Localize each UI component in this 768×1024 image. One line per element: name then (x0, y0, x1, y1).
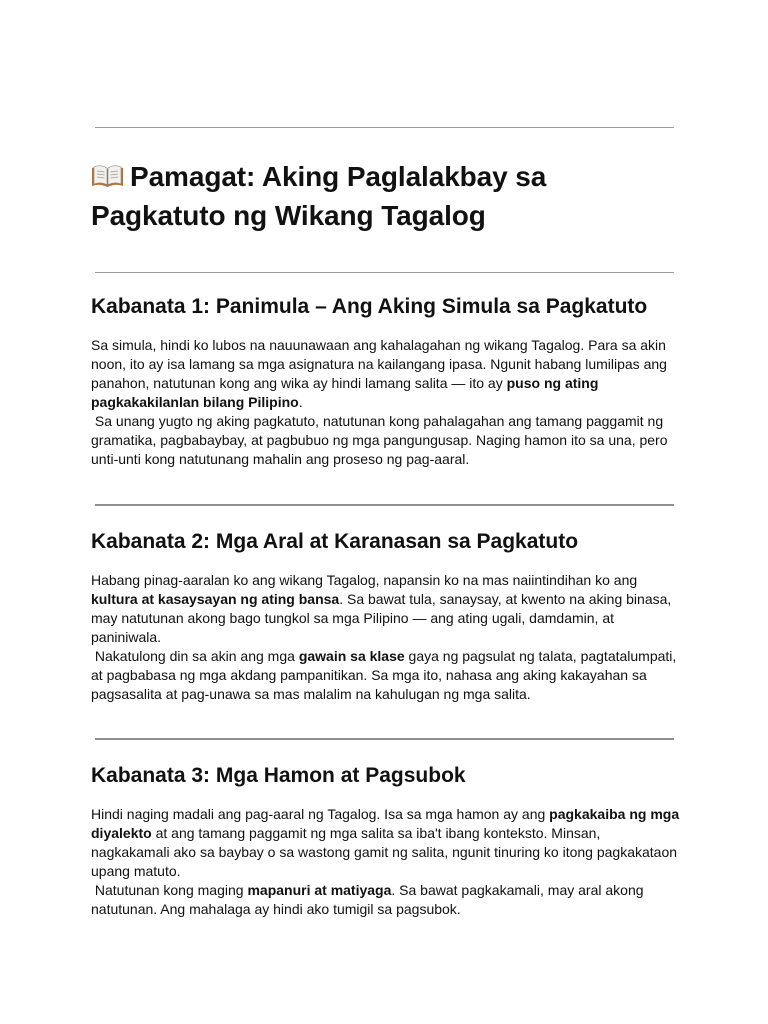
chapter-2-paragraph-1 (91, 571, 681, 647)
title-line-1: Pamagat: Aking Paglalakbay sa (130, 161, 547, 192)
chapter-2-heading: Kabanata 2: Mga Aral at Karanasan sa Pagkatuto (91, 530, 579, 553)
document-title (91, 157, 691, 235)
chapter-3-p2-end: . Sa bawat pagkakamali, may aral akong natutunan. Ang mahalaga ay hindi ako tumigil sa pagsubok. (91, 882, 644, 917)
chapter-2 (91, 529, 681, 704)
chapter-2-divider (95, 738, 674, 740)
chapter-2-p2-text: Nakatulong din sa akin ang mga (94, 648, 299, 664)
title-line-2: Pagkatuto ng Wikang Tagalog (91, 200, 486, 231)
chapter-2-p2-bold: gawain sa klase (298, 648, 405, 664)
chapter-1-p1-text: Sa simula, hindi ko lubos na nauunawaan ang kahalagahan ng wikang Tagalog. Para sa akin noon, ito ay isa lamang sa mga asignatura na kailangang ipasa. Ngunit habang lumilipas ang panahon, natutunan kong ang wika ay hindi lamang salita — ito ay (91, 337, 667, 391)
chapter-1-p1-bold: puso ng ating pagkakakilanlan bilang Pilipino (91, 375, 599, 410)
open-book-icon (91, 163, 124, 189)
chapter-2-p1-end: . Sa bawat tula, sanaysay, at kwento na aking binasa, may natutunan akong bago tungkol sa mga Pilipino — ang ating ugali, damdamin, at paniniwala. (91, 591, 672, 645)
chapter-2-paragraph-2 (91, 647, 681, 704)
chapter-1 (91, 294, 681, 469)
title-divider (95, 272, 674, 273)
chapter-3-heading: Kabanata 3: Mga Hamon at Pagsubok (91, 764, 466, 787)
chapter-1-p1-end: . (298, 394, 303, 410)
chapter-3 (91, 763, 681, 919)
chapter-3-p1-bold: pagkakaiba ng mga diyalekto (91, 806, 680, 841)
top-divider (95, 127, 674, 128)
chapter-2-p2-end: gaya ng pagsulat ng talata, pagtatalumpati, at pagbabasa ng mga akdang pampanitikan. Sa mga ito, nahasa ang aking kakayahan sa pagsasalita at pag-unawa sa mas malalim na kahulugan ng mga salita. (91, 648, 677, 702)
chapter-1-paragraph-2 (91, 412, 681, 469)
chapter-1-p2-text: Sa unang yugto ng aking pagkatuto, natutunan kong pahalagahan ang tamang paggamit ng gramatika, pagbabaybay, at pagbubuo ng mga pangungusap. Naging hamon ito sa una, pero unti-unti kong natutunang mahalin ang proseso ng pag-aaral. (91, 413, 668, 467)
chapter-3-paragraph-1 (91, 805, 681, 881)
chapter-3-p1-text: Hindi naging madali ang pag-aaral ng Tagalog. Isa sa mga hamon ay ang (91, 806, 550, 822)
chapter-1-paragraph-1 (91, 336, 681, 412)
chapter-2-p1-bold: kultura at kasaysayan ng ating bansa (91, 591, 340, 607)
chapter-1-heading: Kabanata 1: Panimula – Ang Aking Simula sa Pagkatuto (91, 295, 648, 318)
chapter-2-p1-text: Habang pinag-aaralan ko ang wikang Tagalog, napansin ko na mas naiintindihan ko ang (91, 572, 638, 588)
chapter-3-p2-bold: mapanuri at matiyaga (247, 882, 392, 898)
chapter-3-p2-text: Natutunan kong maging (94, 882, 248, 898)
chapter-3-paragraph-2 (91, 881, 681, 919)
chapter-3-p1-end: at ang tamang paggamit ng mga salita sa iba't ibang konteksto. Minsan, nagkakamali ako sa baybay o sa wastong gamit ng salita, ngunit tinuring ko itong pagkakataon upang matuto. (91, 825, 678, 879)
chapter-1-divider (95, 504, 674, 506)
